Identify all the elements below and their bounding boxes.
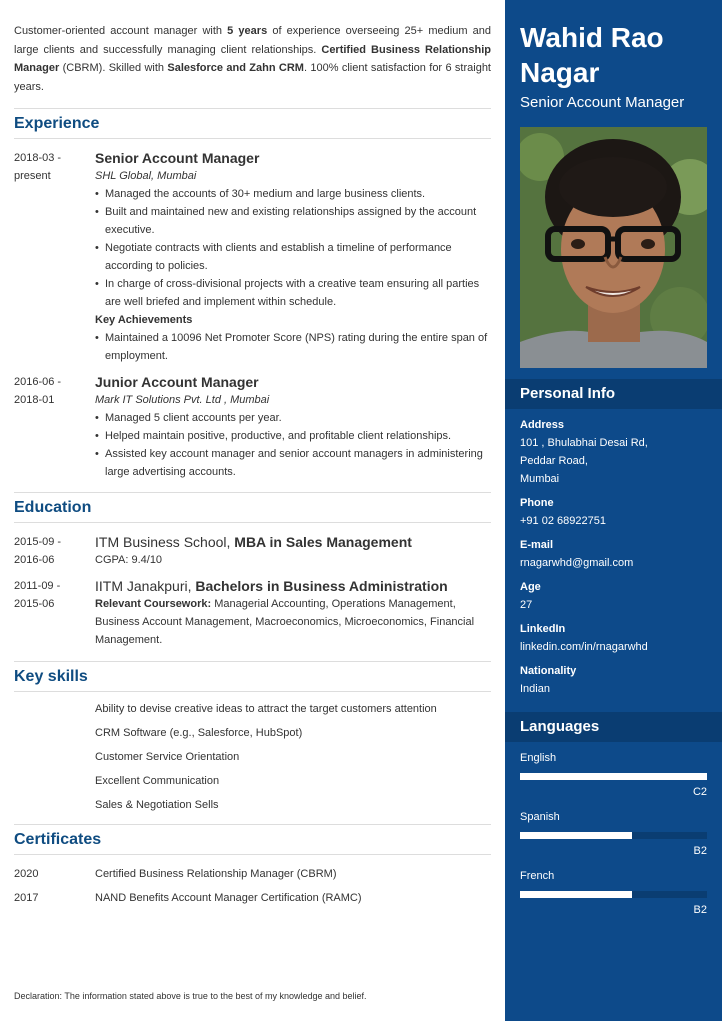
skill-item: Sales & Negotiation Sells bbox=[95, 799, 219, 811]
profile-photo bbox=[520, 127, 707, 368]
skill-item: Customer Service Orientation bbox=[95, 751, 240, 763]
responsibilities bbox=[95, 409, 491, 481]
skills-heading: Key skills bbox=[14, 661, 491, 692]
portrait-image bbox=[520, 127, 707, 368]
proficiency-fill bbox=[520, 773, 707, 780]
certificates-list bbox=[14, 862, 491, 910]
age-value: 27 bbox=[520, 599, 533, 611]
experience-entry bbox=[14, 373, 491, 481]
achievements-label: Key Achievements bbox=[95, 314, 193, 326]
education-entry bbox=[14, 577, 491, 649]
list-item: • Built and maintained new and existing relationships assigned by the account executive. bbox=[95, 203, 491, 239]
certificate-year: 2020 bbox=[14, 868, 39, 880]
entry-date: 2016-06 - 2018-01 bbox=[14, 376, 62, 406]
company: Mark IT Solutions Pvt. Ltd , Mumbai bbox=[95, 394, 270, 406]
language-name: English bbox=[520, 752, 557, 764]
phone-label: Phone bbox=[520, 497, 554, 509]
certificate-row bbox=[14, 886, 491, 910]
achievements bbox=[95, 329, 491, 365]
experience-entry bbox=[14, 149, 491, 365]
entry-date: 2011-09 - 2015-06 bbox=[14, 580, 61, 610]
language-name: French bbox=[520, 870, 555, 882]
candidate-role: Senior Account Manager bbox=[520, 94, 685, 111]
list-item: • In charge of cross-divisional projects with a creative team ensuring all parties are well briefed and implement within schedule. bbox=[95, 275, 491, 311]
school-degree: ITM Business School, MBA in Sales Management bbox=[95, 534, 412, 550]
email-value: rnagarwhd@gmail.com bbox=[520, 557, 634, 569]
main-column bbox=[14, 0, 491, 1021]
proficiency-fill bbox=[520, 832, 632, 839]
list-item: • Maintained a 10096 Net Promoter Score (NPS) rating during the entire span of employment. bbox=[95, 329, 491, 365]
proficiency-bar bbox=[520, 891, 707, 898]
proficiency-bar bbox=[520, 773, 707, 780]
language-item bbox=[520, 868, 707, 927]
skills-list bbox=[95, 697, 491, 817]
certificates-heading: Certificates bbox=[14, 824, 491, 855]
language-item bbox=[520, 809, 707, 868]
experience-heading: Experience bbox=[14, 108, 491, 139]
language-item bbox=[520, 750, 707, 809]
nationality-value: Indian bbox=[520, 683, 550, 695]
language-level: C2 bbox=[692, 786, 707, 798]
certificate-name: Certified Business Relationship Manager (CBRM) bbox=[95, 868, 337, 880]
entry-date: 2015-09 - 2016-06 bbox=[14, 536, 62, 566]
gpa: CGPA: 9.4/10 bbox=[95, 554, 163, 566]
certificate-year: 2017 bbox=[14, 892, 39, 904]
job-title: Junior Account Manager bbox=[95, 374, 259, 390]
declaration: Declaration: The information stated above is true to the best of my knowledge and belief. bbox=[14, 991, 367, 1001]
personal-info bbox=[520, 416, 715, 704]
candidate-name: Wahid Rao Nagar bbox=[520, 22, 664, 88]
sidebar bbox=[505, 0, 722, 1021]
linkedin-label: LinkedIn bbox=[520, 623, 566, 635]
skill-item: Ability to devise creative ideas to attract the target customers attention bbox=[95, 703, 437, 715]
list-item: • Managed the accounts of 30+ medium and large business clients. bbox=[95, 185, 491, 203]
list-item: • Negotiate contracts with clients and establish a timeline of performance according to policies. bbox=[95, 239, 491, 275]
list-item: • Assisted key account manager and senior account managers in administering large advertising accounts. bbox=[95, 445, 491, 481]
language-name: Spanish bbox=[520, 811, 560, 823]
skill-item: CRM Software (e.g., Salesforce, HubSpot) bbox=[95, 727, 303, 739]
email-label: E-mail bbox=[520, 539, 554, 551]
address-label: Address bbox=[520, 419, 565, 431]
proficiency-bar bbox=[520, 832, 707, 839]
linkedin-value: linkedin.com/in/rnagarwhd bbox=[520, 641, 648, 653]
language-level: B2 bbox=[693, 904, 707, 916]
company: SHL Global, Mumbai bbox=[95, 170, 197, 182]
address-value: 101 , Bhulabhai Desai Rd, Peddar Road, Mumbai bbox=[520, 437, 648, 485]
age-label: Age bbox=[520, 581, 541, 593]
skill-item: Excellent Communication bbox=[95, 775, 220, 787]
phone-value: +91 02 68922751 bbox=[520, 515, 606, 527]
personal-info-heading: Personal Info bbox=[505, 379, 722, 409]
coursework: Relevant Coursework: Managerial Accounting, Operations Management, Business Account Management, Macroeconomics, Microeconomics, Financial Management. bbox=[95, 598, 475, 646]
education-entry bbox=[14, 533, 491, 569]
languages-heading: Languages bbox=[505, 712, 722, 742]
education-heading: Education bbox=[14, 492, 491, 523]
certificate-row bbox=[14, 862, 491, 886]
responsibilities bbox=[95, 185, 491, 311]
certificate-name: NAND Benefits Account Manager Certification (RAMC) bbox=[95, 892, 362, 904]
list-item: • Helped maintain positive, productive, and profitable client relationships. bbox=[95, 427, 491, 445]
languages-list bbox=[520, 750, 707, 927]
proficiency-fill bbox=[520, 891, 632, 898]
list-item: • Managed 5 client accounts per year. bbox=[95, 409, 491, 427]
language-level: B2 bbox=[693, 845, 707, 857]
summary: Customer-oriented account manager with 5 years of experience overseeing 25+ medium and large clients and successfully managing client relationships. Certified Business Relationship Manager (CBRM). Skilled with Salesforce and Zahn CRM. 100% client satisfaction for 6 straight years. bbox=[14, 25, 491, 93]
job-title: Senior Account Manager bbox=[95, 150, 260, 166]
nationality-label: Nationality bbox=[520, 665, 577, 677]
entry-date: 2018-03 - present bbox=[14, 152, 62, 182]
school-degree: IITM Janakpuri, Bachelors in Business Administration bbox=[95, 578, 448, 594]
